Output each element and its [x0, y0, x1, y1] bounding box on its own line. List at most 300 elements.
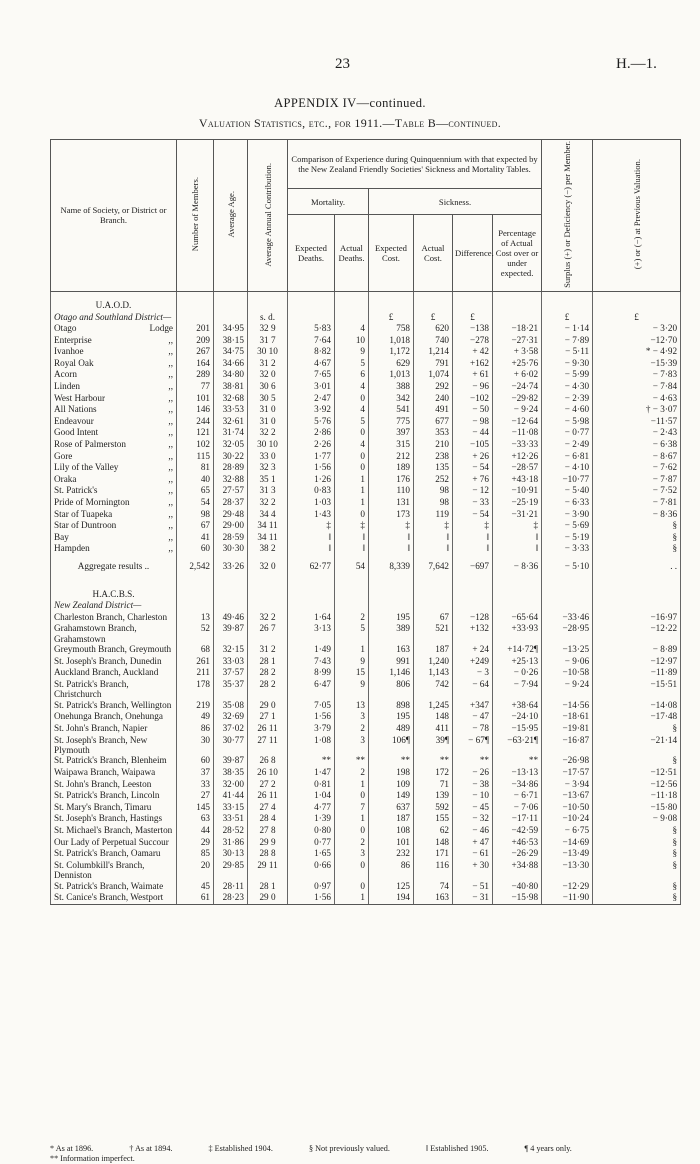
cell-contribution: 31 2	[248, 644, 288, 656]
table-row	[51, 779, 681, 791]
row-name: St. John's Branch, Napier	[51, 723, 177, 735]
cell-actual-cost: 1,074	[414, 369, 453, 381]
cell-difference: +347	[453, 700, 493, 712]
cell-actual-deaths: 0	[335, 451, 369, 463]
cell-previous: −17·48	[593, 711, 681, 723]
row-name-text: Gore	[54, 450, 73, 461]
cell-difference: + 26	[453, 451, 493, 463]
row-name: St. Patrick's Branch, Wellington	[51, 700, 177, 712]
table-row	[51, 474, 681, 486]
cell-expected-deaths: 1·43	[288, 509, 335, 521]
cell-actual-cost: 238	[414, 451, 453, 463]
cell-actual-deaths: 5	[335, 416, 369, 428]
row-name	[51, 369, 177, 381]
cell-age: 32·05	[214, 439, 248, 451]
col-expected-cost-header: Expected Cost.	[369, 215, 414, 292]
cell-expected-cost: 149	[369, 790, 414, 802]
cell-percentage: −17·11	[493, 813, 542, 825]
cell-members: 85	[177, 848, 214, 860]
cell-surplus: − 9·06	[542, 656, 593, 668]
appendix-title: APPENDIX IV—continued.	[274, 96, 426, 110]
cell-surplus: − 6·75	[542, 825, 593, 837]
row-name	[51, 451, 177, 463]
cell-previous: . .	[593, 555, 681, 579]
cell-previous: − 7·62	[593, 462, 681, 474]
cell-members: 164	[177, 358, 214, 370]
cell-age: 34·66	[214, 358, 248, 370]
row-name-text: St. Patrick's	[54, 485, 98, 496]
cell-actual-deaths: 4	[335, 381, 369, 393]
cell-difference: − 26	[453, 767, 493, 779]
cell-contribution: 32 0	[248, 555, 288, 579]
table-row	[51, 381, 681, 393]
table-row	[51, 735, 681, 756]
row-name-suffix: ,,	[168, 485, 173, 496]
table-row	[51, 451, 681, 463]
cell-actual-deaths: 5	[335, 623, 369, 644]
cell-percentage: +12·26	[493, 451, 542, 463]
cell-contribution: 30 10	[248, 346, 288, 358]
cell-previous: −14·08	[593, 700, 681, 712]
cell-age: 34·80	[214, 369, 248, 381]
cell-age: 28·59	[214, 532, 248, 544]
cell-age: 37·57	[214, 667, 248, 679]
table-row	[51, 323, 681, 335]
cell-expected-cost: 108	[369, 825, 414, 837]
row-name-text: Ivanhoe	[54, 346, 84, 357]
empty-cell	[593, 600, 681, 612]
col-members-header: Number of Members.	[177, 140, 214, 292]
cell-surplus: − 0·77	[542, 427, 593, 439]
cell-contribution: 34 4	[248, 509, 288, 521]
row-name: Greymouth Branch, Greymouth	[51, 644, 177, 656]
cell-surplus: − 3·90	[542, 509, 593, 521]
row-name-text: Rose of Palmerston	[54, 439, 126, 450]
cell-difference: −697	[453, 555, 493, 579]
cell-members: 27	[177, 790, 214, 802]
cell-actual-deaths: 4	[335, 439, 369, 451]
cell-percentage: −15·95	[493, 723, 542, 735]
cell-previous: −12·22	[593, 623, 681, 644]
cell-members: 98	[177, 509, 214, 521]
cell-age: 32·68	[214, 393, 248, 405]
cell-members: 40	[177, 474, 214, 486]
row-name	[51, 462, 177, 474]
cell-contribution: 31 0	[248, 416, 288, 428]
cell-members: 121	[177, 427, 214, 439]
cell-surplus: −10·77	[542, 474, 593, 486]
cell-members: 63	[177, 813, 214, 825]
cell-expected-cost: 637	[369, 802, 414, 814]
cell-actual-cost: 62	[414, 825, 453, 837]
cell-actual-deaths: 4	[335, 323, 369, 335]
cell-age: 38·81	[214, 381, 248, 393]
empty-cell	[335, 579, 369, 601]
cell-actual-cost: 491	[414, 404, 453, 416]
cell-difference: − 96	[453, 381, 493, 393]
cell-members: 30	[177, 735, 214, 756]
cell-expected-cost: 1,013	[369, 369, 414, 381]
cell-surplus: − 4·30	[542, 381, 593, 393]
cell-age: 32·15	[214, 644, 248, 656]
cell-difference: − 78	[453, 723, 493, 735]
cell-surplus: − 5·10	[542, 555, 593, 579]
cell-percentage: +25·76	[493, 358, 542, 370]
cell-expected-deaths: 0·97	[288, 881, 335, 893]
row-name	[51, 439, 177, 451]
cell-expected-deaths: 0·81	[288, 779, 335, 791]
cell-expected-deaths: 1·56	[288, 462, 335, 474]
cell-previous: §	[593, 755, 681, 767]
cell-expected-cost: 758	[369, 323, 414, 335]
row-name-text: Good Intent	[54, 427, 99, 438]
cell-difference: − 64	[453, 679, 493, 700]
table-row	[51, 532, 681, 544]
cell-expected-deaths: 62·77	[288, 555, 335, 579]
cell-percentage: −34·86	[493, 779, 542, 791]
empty-cell	[335, 600, 369, 612]
cell-actual-cost: 353	[414, 427, 453, 439]
table-row	[51, 439, 681, 451]
section-hacbs-district-row	[51, 600, 681, 612]
cell-percentage: −65·64	[493, 612, 542, 624]
cell-expected-cost: 8,339	[369, 555, 414, 579]
cell-previous: − 8·67	[593, 451, 681, 463]
cell-surplus: −18·61	[542, 711, 593, 723]
cell-expected-deaths: 1·26	[288, 474, 335, 486]
cell-previous: − 4·63	[593, 393, 681, 405]
cell-previous: §	[593, 892, 681, 904]
cell-actual-deaths: 3	[335, 848, 369, 860]
cell-actual-cost: 1,143	[414, 667, 453, 679]
unit-pound-difference: £	[453, 312, 493, 324]
cell-previous: −15·80	[593, 802, 681, 814]
col-name-header: Name of Society, or District or Branch.	[51, 140, 177, 292]
cell-percentage: + 6·02	[493, 369, 542, 381]
cell-members: 60	[177, 543, 214, 555]
table-row	[51, 679, 681, 700]
cell-contribution: 30 10	[248, 439, 288, 451]
table-body	[51, 291, 681, 904]
cell-actual-deaths: ‖	[335, 532, 369, 544]
table-row	[51, 837, 681, 849]
cell-expected-deaths: 3·01	[288, 381, 335, 393]
table-row	[51, 404, 681, 416]
table-row	[51, 623, 681, 644]
cell-actual-deaths: 1	[335, 497, 369, 509]
cell-contribution: 31 3	[248, 485, 288, 497]
cell-previous: −12·70	[593, 335, 681, 347]
cell-difference: − 54	[453, 462, 493, 474]
empty-cell	[493, 600, 542, 612]
table-row	[51, 497, 681, 509]
cell-expected-cost: **	[369, 755, 414, 767]
cell-actual-deaths: 5	[335, 358, 369, 370]
cell-actual-cost: 210	[414, 439, 453, 451]
cell-previous: §	[593, 532, 681, 544]
cell-age: 35·08	[214, 700, 248, 712]
cell-contribution: 32 3	[248, 462, 288, 474]
cell-actual-cost: 187	[414, 644, 453, 656]
cell-actual-deaths: 2	[335, 723, 369, 735]
unit-sd: s. d.	[248, 312, 288, 324]
cell-percentage: +33·93	[493, 623, 542, 644]
cell-expected-deaths: 7·64	[288, 335, 335, 347]
cell-age: 30·30	[214, 543, 248, 555]
cell-actual-cost: 139	[414, 790, 453, 802]
cell-previous: −15·51	[593, 679, 681, 700]
cell-age: 37·02	[214, 723, 248, 735]
cell-surplus: −17·57	[542, 767, 593, 779]
table-row	[51, 335, 681, 347]
cell-contribution: 34 11	[248, 520, 288, 532]
cell-actual-cost: 171	[414, 848, 453, 860]
cell-actual-cost: 116	[414, 860, 453, 881]
cell-previous: −11·18	[593, 790, 681, 802]
cell-age: 27·57	[214, 485, 248, 497]
cell-percentage: −10·91	[493, 485, 542, 497]
cell-expected-cost: 212	[369, 451, 414, 463]
cell-members: 209	[177, 335, 214, 347]
cell-expected-cost: 110	[369, 485, 414, 497]
row-name-suffix: ,,	[168, 427, 173, 438]
row-name: St. Patrick's Branch, Lincoln	[51, 790, 177, 802]
cell-age: 28·37	[214, 497, 248, 509]
table-row	[51, 543, 681, 555]
cell-surplus: − 7·89	[542, 335, 593, 347]
row-name-suffix: ,,	[168, 392, 173, 403]
cell-previous: −16·97	[593, 612, 681, 624]
cell-age: 33·03	[214, 656, 248, 668]
cell-members: 61	[177, 892, 214, 904]
cell-surplus: −12·29	[542, 881, 593, 893]
cell-age: 30·77	[214, 735, 248, 756]
row-name-suffix: ,,	[168, 531, 173, 542]
cell-percentage: −33·33	[493, 439, 542, 451]
cell-members: 2,542	[177, 555, 214, 579]
cell-members: 101	[177, 393, 214, 405]
cell-expected-cost: ‡	[369, 520, 414, 532]
cell-expected-cost: 176	[369, 474, 414, 486]
table-row	[51, 346, 681, 358]
cell-surplus: −14·69	[542, 837, 593, 849]
cell-expected-cost: 991	[369, 656, 414, 668]
cell-expected-deaths: ‡	[288, 520, 335, 532]
cell-surplus: −19·81	[542, 723, 593, 735]
section-hacbs-title-row	[51, 579, 681, 601]
cell-contribution: 32 2	[248, 497, 288, 509]
cell-actual-deaths: 7	[335, 802, 369, 814]
table-row	[51, 802, 681, 814]
cell-previous: −12·97	[593, 656, 681, 668]
row-name	[51, 497, 177, 509]
row-name-text: West Harbour	[54, 392, 106, 403]
cell-expected-deaths: 8·82	[288, 346, 335, 358]
table-row	[51, 358, 681, 370]
row-name	[51, 485, 177, 497]
cell-actual-cost: 1,214	[414, 346, 453, 358]
cell-percentage: −24·74	[493, 381, 542, 393]
cell-members: 289	[177, 369, 214, 381]
cell-expected-deaths: 0·80	[288, 825, 335, 837]
cell-expected-deaths: 5·76	[288, 416, 335, 428]
cell-members: 49	[177, 711, 214, 723]
cell-actual-deaths: 0	[335, 825, 369, 837]
cell-actual-deaths: 54	[335, 555, 369, 579]
cell-previous: §	[593, 520, 681, 532]
cell-percentage: ‡	[493, 520, 542, 532]
col-age-header: Average Age.	[214, 140, 248, 292]
empty-cell	[214, 579, 248, 601]
cell-members: 67	[177, 520, 214, 532]
cell-expected-cost: ‖	[369, 543, 414, 555]
cell-difference: + 42	[453, 346, 493, 358]
cell-actual-deaths: 2	[335, 612, 369, 624]
cell-age: 28·52	[214, 825, 248, 837]
cell-actual-deaths: 13	[335, 700, 369, 712]
cell-percentage: −11·08	[493, 427, 542, 439]
cell-surplus: − 9·24	[542, 679, 593, 700]
col-percentage-header: Percentage of Actual Cost over or under expected.	[493, 215, 542, 292]
row-name-suffix: ,,	[168, 543, 173, 554]
table-row	[51, 427, 681, 439]
cell-previous: §	[593, 543, 681, 555]
cell-actual-cost: ‖	[414, 543, 453, 555]
cell-expected-deaths: 0·66	[288, 860, 335, 881]
cell-contribution: 32 9	[248, 323, 288, 335]
cell-previous: −11·57	[593, 416, 681, 428]
row-name: St. Patrick's Branch, Oamaru	[51, 848, 177, 860]
row-name-text: Pride of Mornington	[54, 497, 130, 508]
row-name	[51, 543, 177, 555]
cell-expected-deaths: 2·26	[288, 439, 335, 451]
footnotes	[50, 1144, 690, 1164]
empty-cell	[288, 579, 335, 601]
cell-expected-deaths: 2·86	[288, 427, 335, 439]
empty-cell	[214, 600, 248, 612]
cell-members: 178	[177, 679, 214, 700]
cell-difference: − 38	[453, 779, 493, 791]
cell-actual-cost: 98	[414, 485, 453, 497]
cell-age: 29·00	[214, 520, 248, 532]
section-hacbs-district: New Zealand District—	[51, 600, 177, 612]
row-name: St. Joseph's Branch, New Plymouth	[51, 735, 177, 756]
cell-difference: ‖	[453, 543, 493, 555]
cell-percentage: −13·13	[493, 767, 542, 779]
table-row	[51, 612, 681, 624]
page-number: 23	[335, 56, 350, 72]
row-name: Our Lady of Perpetual Succour	[51, 837, 177, 849]
cell-contribution: 27 11	[248, 735, 288, 756]
cell-contribution: 29 11	[248, 860, 288, 881]
row-name	[51, 323, 177, 335]
cell-percentage: − 7·06	[493, 802, 542, 814]
cell-actual-deaths: 0	[335, 393, 369, 405]
cell-surplus: − 3·33	[542, 543, 593, 555]
cell-expected-cost: 195	[369, 612, 414, 624]
table-row	[51, 700, 681, 712]
row-name	[51, 520, 177, 532]
cell-expected-cost: 1,172	[369, 346, 414, 358]
row-name: St. Mary's Branch, Timaru	[51, 802, 177, 814]
cell-previous: −12·51	[593, 767, 681, 779]
cell-age: 28·11	[214, 881, 248, 893]
cell-previous: − 7·84	[593, 381, 681, 393]
cell-age: 35·37	[214, 679, 248, 700]
cell-percentage: + 3·58	[493, 346, 542, 358]
row-name: St. Joseph's Branch, Hastings	[51, 813, 177, 825]
cell-actual-cost: 411	[414, 723, 453, 735]
cell-expected-cost: 806	[369, 679, 414, 700]
cell-contribution: 28 4	[248, 813, 288, 825]
row-name	[51, 381, 177, 393]
row-name	[51, 346, 177, 358]
cell-expected-deaths: 1·65	[288, 848, 335, 860]
cell-difference: + 24	[453, 644, 493, 656]
cell-actual-deaths: 0	[335, 462, 369, 474]
cell-percentage: −42·59	[493, 825, 542, 837]
empty-cell	[453, 579, 493, 601]
row-name: Aggregate results ..	[51, 555, 177, 579]
cell-members: 37	[177, 767, 214, 779]
row-name-text: Royal Oak	[54, 357, 94, 368]
cell-surplus: − 5·19	[542, 532, 593, 544]
cell-members: 261	[177, 656, 214, 668]
cell-difference: −278	[453, 335, 493, 347]
cell-actual-deaths: 4	[335, 404, 369, 416]
table-row	[51, 485, 681, 497]
cell-actual-cost: 592	[414, 802, 453, 814]
cell-surplus: − 3·94	[542, 779, 593, 791]
table-row	[51, 393, 681, 405]
cell-contribution: 34 11	[248, 532, 288, 544]
cell-difference: − 50	[453, 404, 493, 416]
valuation-table	[50, 139, 681, 905]
cell-age: 32·88	[214, 474, 248, 486]
col-difference-header: Difference.	[453, 215, 493, 292]
cell-expected-deaths: 1·08	[288, 735, 335, 756]
cell-previous: − 6·38	[593, 439, 681, 451]
cell-percentage: −12·64	[493, 416, 542, 428]
cell-age: 28·89	[214, 462, 248, 474]
cell-actual-deaths: 6	[335, 369, 369, 381]
cell-difference: − 51	[453, 881, 493, 893]
empty-cell	[369, 600, 414, 612]
row-name: Grahamstown Branch, Grahamstown	[51, 623, 177, 644]
cell-surplus: −28·95	[542, 623, 593, 644]
footnote-parallel: ‖ Established 1905.	[425, 1144, 489, 1153]
row-name-suffix: ,,	[168, 357, 173, 368]
cell-expected-cost: 125	[369, 881, 414, 893]
row-name: St. Patrick's Branch, Christchurch	[51, 679, 177, 700]
cell-expected-deaths: 7·65	[288, 369, 335, 381]
cell-expected-deaths: 1·47	[288, 767, 335, 779]
cell-expected-cost: 342	[369, 393, 414, 405]
row-name-suffix: ,,	[168, 520, 173, 531]
table-row	[51, 892, 681, 904]
cell-actual-cost: 240	[414, 393, 453, 405]
cell-contribution: 30 5	[248, 393, 288, 405]
cell-difference: −105	[453, 439, 493, 451]
cell-difference: − 98	[453, 416, 493, 428]
cell-actual-deaths: 2	[335, 767, 369, 779]
cell-members: 244	[177, 416, 214, 428]
cell-expected-cost: 898	[369, 700, 414, 712]
cell-expected-cost: 101	[369, 837, 414, 849]
cell-age: 38·15	[214, 335, 248, 347]
cell-percentage: **	[493, 755, 542, 767]
row-name-suffix: ,,	[168, 334, 173, 345]
